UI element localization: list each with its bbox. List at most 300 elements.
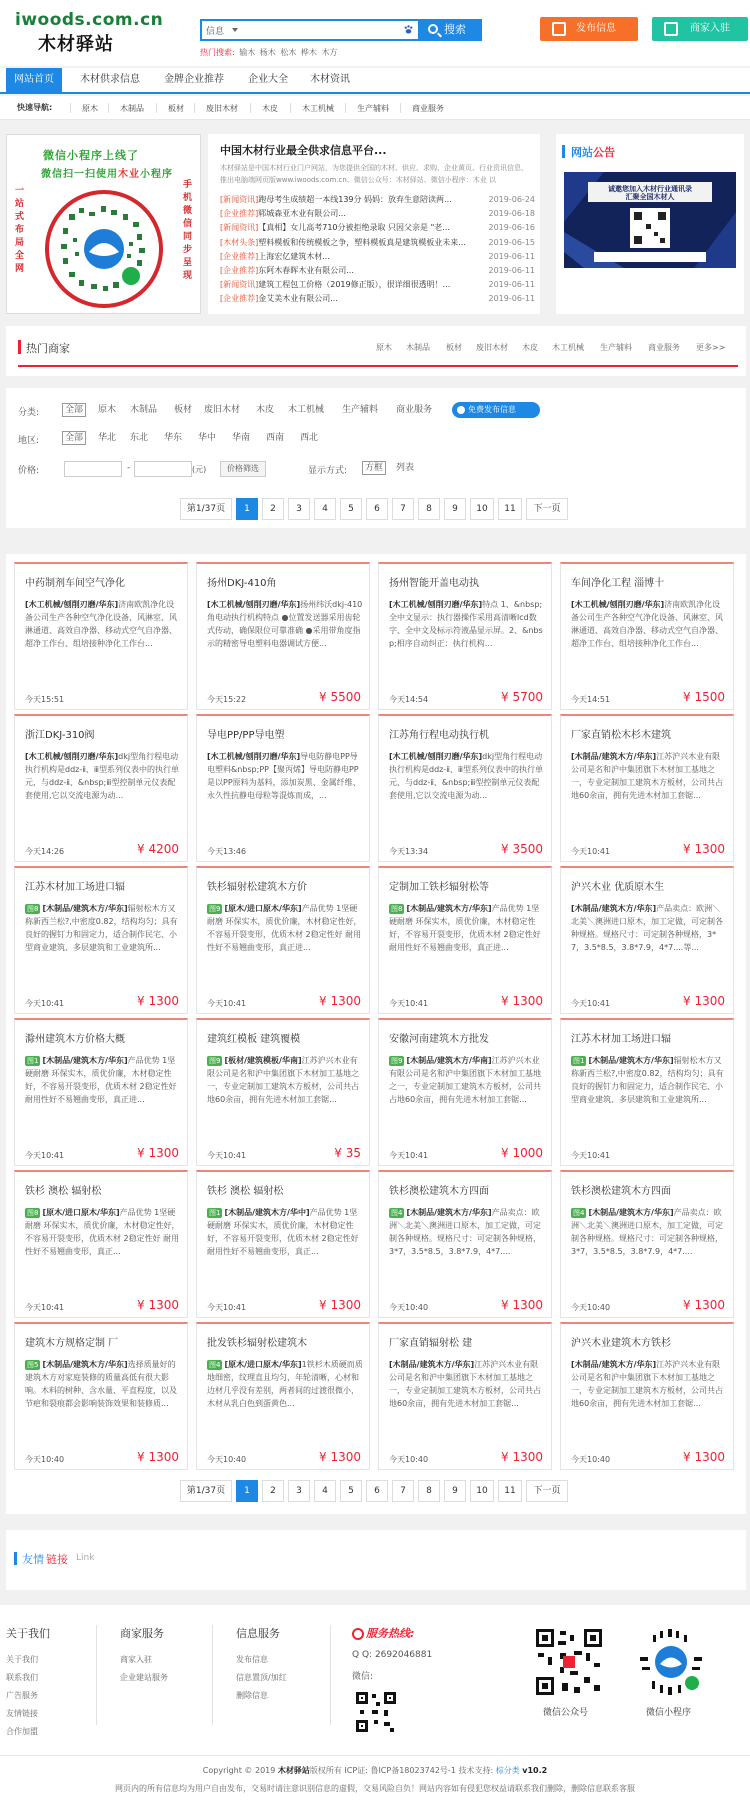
listing-category: [木制品/建筑木方/华东] — [42, 1056, 128, 1065]
publish-info-label: 发布信息 — [576, 23, 616, 34]
divider — [345, 103, 346, 113]
listing-card[interactable] — [196, 1018, 370, 1166]
hot-keyword[interactable]: 输木 — [239, 48, 256, 57]
listing-card[interactable] — [560, 866, 734, 1014]
quick-nav-item[interactable]: 生产辅料 — [357, 104, 389, 113]
category-option[interactable]: 木制品 — [130, 405, 158, 415]
mini-program-promo[interactable] — [6, 134, 201, 314]
news-text[interactable]: 郓城森亚木业有限公司... — [258, 209, 346, 219]
qr-code-icon — [354, 1690, 398, 1734]
logo-domain[interactable]: iwoods.com.cn — [15, 10, 164, 30]
divider — [156, 103, 157, 113]
quick-nav — [0, 96, 750, 120]
listing-title[interactable]: 导电PP/PP导电塑 — [207, 730, 285, 741]
image-count-badge: 图4 — [573, 1209, 585, 1217]
page-button[interactable]: 11 — [498, 1480, 522, 1502]
listing-category: [木制品/建筑木方/华中] — [224, 1208, 310, 1217]
listing-category: [木制品/建筑木方/华东] — [389, 1360, 475, 1369]
region-option[interactable]: 西北 — [300, 433, 319, 443]
listing-description: dkj型角行程电动执行机构是ddz-ⅱ、ⅲ型系列仪表中的执行单元，与ddz-ⅱ、&nbsp;ⅲ型控制单元仪表配套使用,它以交流电源为动... — [389, 752, 543, 800]
news-date: 2019-06-11 — [488, 266, 535, 275]
price-filter-button[interactable]: 价格筛选 — [220, 461, 266, 477]
news-date: 2019-06-11 — [488, 280, 535, 290]
image-count-badge: 图4 — [209, 1361, 221, 1369]
listing-time: 今天10:40 — [571, 1303, 611, 1312]
listing-description: 扬州纬沃dkj-410角电动执行机构特点 ●位置发送器采用齿轮式传动，确保限位可靠准确 ●采用带角度指示的精密导电塑料电器调试方便... — [207, 600, 363, 648]
news-text[interactable]: 上海宏亿建筑木材... — [258, 251, 330, 261]
listing-title[interactable]: 安徽河南建筑木方批发 — [389, 1034, 489, 1045]
listing-title[interactable]: 中药制剂车间空气净化 — [25, 578, 125, 589]
listing-time: 今天13:46 — [207, 847, 247, 856]
news-item[interactable] — [220, 293, 535, 305]
listing-category: [木制品/建筑木方/华东] — [588, 1056, 674, 1065]
listing-category: [木制品/建筑木方/华东] — [42, 904, 128, 913]
news-date: 2019-06-18 — [488, 209, 535, 219]
footer-link[interactable]: 发布信息 — [236, 1655, 268, 1664]
page-button[interactable]: 10 — [470, 498, 494, 520]
nav-home[interactable]: 网站首页 — [6, 68, 62, 92]
category-option[interactable]: 木皮 — [256, 405, 275, 415]
promo-subtitle-highlight: 木业 — [118, 169, 140, 180]
listing-description: 济南欧凯净化设备公司生产各种空气净化设备、风淋室、风淋通道、高效自净器、移动式空气自净器、超净工作台、组培接种净化工作台... — [25, 600, 177, 648]
listing-price: ¥ 1300 — [319, 1298, 361, 1312]
hot-keyword[interactable]: 桦木 — [300, 48, 317, 57]
divider — [330, 1625, 331, 1725]
listing-time: 今天10:41 — [389, 999, 429, 1008]
merchant-join-button[interactable] — [652, 17, 748, 41]
page-button[interactable]: 8 — [418, 498, 440, 520]
listing-card[interactable] — [560, 1322, 734, 1470]
footer-link[interactable]: 删除信息 — [236, 1691, 268, 1700]
tech-support-link[interactable]: 棕分类 — [495, 1766, 520, 1775]
quick-nav-item[interactable]: 木制品 — [120, 104, 144, 113]
news-item[interactable] — [220, 208, 535, 220]
heading-bar — [562, 145, 565, 158]
listing-price: ¥ 1300 — [137, 1450, 179, 1464]
news-date: 2019-06-16 — [488, 223, 535, 233]
footer-info — [236, 1625, 287, 1705]
nav-enterprise-list[interactable]: 企业大全 — [248, 74, 288, 85]
news-text[interactable]: 金艾美木业有限公司... — [258, 294, 338, 304]
hot-search — [200, 47, 337, 58]
quick-nav-label: 快速导航: — [17, 103, 53, 112]
listing-title[interactable]: 定制加工铁杉辐射松等 — [389, 882, 489, 893]
banner-text-line1: 诚邀您加入木材行业通讯录 — [608, 185, 692, 193]
listing-price: ¥ 1300 — [137, 994, 179, 1008]
listing-card[interactable] — [196, 562, 370, 710]
news-date: 2019-06-11 — [488, 251, 535, 261]
image-count-badge: 图8 — [27, 905, 39, 913]
listing-summary — [25, 902, 181, 968]
divider — [194, 103, 195, 113]
listing-title[interactable]: 江苏木材加工场进口辐 — [25, 882, 125, 893]
divider — [108, 103, 109, 113]
hot-merchant-tab[interactable]: 木皮 — [522, 343, 538, 352]
listing-card[interactable] — [560, 1018, 734, 1166]
page-button[interactable]: 3 — [288, 1480, 310, 1502]
listing-description: 导电防静电PP导电塑料&nbsp;PP【聚丙烯】导电防静电PP是以PP原料为基料，添加炭黑、金属纤维、永久性抗静电母粒等混炼而成，... — [207, 752, 361, 800]
qr-pattern-icon — [49, 194, 159, 304]
news-date: 2019-06-11 — [488, 294, 535, 304]
listing-title[interactable]: 江苏木材加工场进口辐 — [571, 1034, 671, 1045]
listing-time: 今天10:40 — [25, 1455, 65, 1464]
display-grid-option[interactable]: 方框 — [362, 461, 386, 475]
news-text[interactable]: 跑母考生成绩超一本线139分 妈妈：放弃生意陪读两... — [258, 195, 452, 204]
main-nav — [0, 68, 750, 94]
listing-description: 济南欧凯净化设备公司生产各种空气净化设备、风淋室、风淋通道、高效自净器、移动式空气自净器、超净工作台、组培接种净化工作台... — [571, 600, 723, 648]
hot-merchant-tab[interactable]: 商业服务 — [648, 343, 680, 352]
free-publish-button[interactable] — [452, 402, 540, 418]
category-option[interactable]: 原木 — [98, 405, 117, 415]
region-option[interactable]: 华东 — [164, 433, 183, 443]
listing-price: ¥ 1500 — [683, 690, 725, 704]
category-option[interactable]: 全部 — [62, 403, 86, 417]
image-count-badge: 图8 — [27, 1209, 39, 1217]
news-item[interactable] — [220, 222, 535, 234]
footer-col-title: 关于我们 — [6, 1627, 50, 1640]
nav-news[interactable]: 木材资讯 — [310, 74, 350, 85]
listing-time: 今天10:41 — [25, 999, 65, 1008]
copyright-pre: Copyright © 2019 — [202, 1766, 276, 1775]
listing-time: 今天10:40 — [389, 1303, 429, 1312]
hot-merchant-tab[interactable]: 废旧木材 — [476, 343, 508, 352]
min-price-input[interactable] — [64, 461, 122, 477]
category-option[interactable]: 板材 — [174, 405, 193, 415]
friend-links — [6, 1530, 746, 1590]
listing-card[interactable] — [378, 1170, 552, 1318]
listing-category: [木制品/建筑木方/华东] — [571, 752, 657, 761]
hot-merchant-tab[interactable]: 木工机械 — [552, 343, 584, 352]
listing-card[interactable] — [196, 866, 370, 1014]
image-count-badge: 图1 — [209, 1209, 221, 1217]
page-button[interactable]: 5 — [340, 498, 362, 520]
listing-category: [木制品/建筑木方/华东] — [588, 1208, 674, 1217]
listing-title[interactable]: 铁杉澳松建筑木方四面 — [571, 1186, 671, 1197]
category-option[interactable]: 商业服务 — [396, 405, 433, 415]
image-count-badge: 图4 — [391, 1209, 403, 1217]
news-panel — [208, 134, 540, 314]
divider — [0, 1755, 750, 1756]
listing-title[interactable]: 厂家直销辐射松 建 — [389, 1338, 473, 1349]
listing-price: ¥ 35 — [334, 1146, 361, 1160]
image-count-badge: 图1 — [573, 1057, 585, 1065]
footer-link[interactable]: 企业建站服务 — [120, 1673, 168, 1682]
mini-program-code-icon — [636, 1627, 706, 1697]
category-option[interactable]: 木工机械 — [288, 405, 325, 415]
listing-description: 产品优势 1坚硬耐磨 环保实木，质优价廉，木材稳定性好，不容易开裂变形，优质木材 2稳定性好 耐用性好不易翘曲变形，真正... — [25, 1208, 180, 1256]
divider — [250, 103, 251, 113]
edit-icon — [552, 22, 566, 36]
listing-description: 辐射松木方又称新西兰松?,中密度0.82，结构均匀；具有良好的握钉力和固定力，适合制作民宅、小型商业建筑、多层建筑和工业建筑所... — [571, 1056, 724, 1104]
search-input[interactable] — [246, 22, 396, 38]
news-item[interactable] — [220, 194, 535, 206]
region-option[interactable]: 华中 — [198, 433, 217, 443]
listing-time: 今天14:51 — [571, 695, 611, 704]
listing-description: 产品优势 1坚硬耐磨 环保实木，质优价廉，木材稳定性好，不容易开裂变形，优质木材 2稳定性好 耐用性好不易翘曲变形，真正... — [207, 1208, 359, 1256]
footer — [0, 1605, 750, 1812]
nav-gold-enterprise[interactable]: 金牌企业推荐 — [164, 74, 224, 85]
listing-summary — [571, 1358, 727, 1424]
news-category: [企业推荐] — [220, 294, 259, 304]
listing-time: 今天15:51 — [25, 695, 65, 704]
category-option[interactable]: 生产辅料 — [342, 405, 379, 415]
page-button[interactable]: 3 — [288, 498, 310, 520]
region-option[interactable]: 西南 — [266, 433, 285, 443]
listing-summary — [207, 1054, 363, 1120]
news-text[interactable]: 建筑工程包工价格（2019修正版），很详细很透明！... — [258, 280, 451, 290]
listing-summary — [207, 902, 363, 968]
page-button[interactable]: 7 — [392, 498, 414, 520]
news-text[interactable]: 【真相】女儿高考710分被拒绝录取 只因父亲是 "老... — [258, 223, 450, 233]
listing-price: ¥ 5500 — [319, 690, 361, 704]
listing-description: 江苏沪兴木业有限公司是名和沪中集团旗下木材加工基地之一，专业定制加工建筑木方板材，公司共占地60余亩，拥有先进木材加工套锯... — [571, 1360, 723, 1408]
search-button[interactable] — [420, 19, 482, 41]
region-option[interactable]: 华北 — [98, 433, 117, 443]
page-button[interactable]: 9 — [444, 498, 466, 520]
listing-price: ¥ 5700 — [501, 690, 543, 704]
listing-grid — [6, 554, 746, 1514]
listing-title[interactable]: 铁杉 澳松 辐射松 — [207, 1186, 284, 1197]
listing-time: 今天10:41 — [207, 1303, 247, 1312]
hot-merchant-tab[interactable]: 板材 — [446, 343, 462, 352]
page-button[interactable]: 4 — [314, 498, 336, 520]
price-unit: (元) — [192, 465, 207, 474]
listing-title[interactable]: 铁杉澳松建筑木方四面 — [389, 1186, 489, 1197]
footer-about — [6, 1625, 50, 1741]
quick-nav-item[interactable]: 板材 — [168, 104, 184, 113]
page-button[interactable]: 5 — [340, 1480, 362, 1502]
listing-price: ¥ 1300 — [319, 1450, 361, 1464]
notice-title-red: 公告 — [593, 146, 615, 159]
footer-merchant — [120, 1625, 168, 1687]
news-description: 木材驿站是中国木材行业门户网站，为您提供全国的木材、供应、求购、企业黄页、行业资讯信息，推出电脑端网页版www.iwoods.com.cn、微信公众号：木材驿站、微信小程序：木业 以 — [220, 164, 528, 184]
listing-summary — [389, 1358, 545, 1424]
listing-time: 今天10:41 — [207, 999, 247, 1008]
listing-card[interactable] — [378, 714, 552, 862]
listing-card[interactable] — [560, 562, 734, 710]
page-info: 第1/37页 — [180, 1480, 232, 1502]
listing-card[interactable] — [378, 1322, 552, 1470]
news-item[interactable] — [220, 265, 535, 277]
listing-title[interactable]: 建筑红模板 建筑覆模 — [207, 1034, 301, 1045]
region-option[interactable]: 华南 — [232, 433, 251, 443]
listing-title[interactable]: 沪兴木业 优质原木生 — [571, 882, 665, 893]
listing-description: 特点 1、&nbsp;全中文显示：执行器操作采用高清晰lcd数字、全中文及标示符液晶显示屏。2、&nbsp;相序自动纠正：执行机构... — [389, 600, 543, 648]
listing-card[interactable] — [14, 562, 188, 710]
listing-time: 今天10:41 — [25, 1151, 65, 1160]
quick-nav-item[interactable]: 原木 — [82, 104, 98, 113]
listing-title[interactable]: 铁杉辐射松建筑木方价 — [207, 882, 307, 893]
listing-description: 产品优势 1坚硬耐磨 环保实木，质优价廉，木材稳定性好，不容易开裂变形，优质木材 2稳定性好 耐用性好不易翘曲变形，真正进... — [207, 904, 362, 952]
news-category: [企业推荐] — [220, 209, 259, 219]
image-count-badge: 图9 — [391, 1057, 403, 1065]
listing-card[interactable] — [14, 866, 188, 1014]
listing-category: [原木/进口原木/华东] — [224, 904, 302, 913]
max-price-input[interactable] — [134, 461, 192, 477]
listing-card[interactable] — [560, 1170, 734, 1318]
search-button-label: 搜索 — [444, 23, 466, 36]
news-category: [企业推荐] — [220, 251, 259, 261]
qq-contact — [352, 1650, 432, 1660]
listing-price: ¥ 1300 — [683, 994, 725, 1008]
service-hotline — [352, 1625, 414, 1641]
listing-summary — [389, 902, 545, 968]
quick-nav-item[interactable]: 木工机械 — [302, 104, 334, 113]
news-item[interactable] — [220, 251, 535, 263]
notice-banner[interactable] — [564, 172, 736, 268]
listing-card[interactable] — [378, 562, 552, 710]
listing-title[interactable]: 建筑木方规格定制 厂 — [25, 1338, 119, 1349]
page-button[interactable]: 9 — [444, 1480, 466, 1502]
listing-card[interactable] — [14, 1018, 188, 1166]
listing-card[interactable] — [14, 1322, 188, 1470]
listing-card[interactable] — [196, 714, 370, 862]
hot-merchants-section — [6, 326, 746, 376]
display-list-option[interactable]: 列表 — [396, 463, 415, 473]
listing-time: 今天10:40 — [389, 1455, 429, 1464]
price-dash: - — [127, 463, 131, 473]
hot-merchant-tab[interactable]: 木制品 — [406, 343, 430, 352]
listing-title[interactable]: 江苏角行程电动执行机 — [389, 730, 489, 741]
listing-title[interactable]: 铁杉 澳松 辐射松 — [25, 1186, 102, 1197]
more-link[interactable]: 更多>> — [696, 343, 726, 352]
hot-merchant-tab[interactable]: 原木 — [376, 343, 392, 352]
quick-nav-item[interactable]: 商业服务 — [412, 104, 444, 113]
listing-time: 今天10:41 — [571, 847, 611, 856]
hot-merchant-tab[interactable]: 生产辅料 — [600, 343, 632, 352]
quick-nav-item[interactable]: 木皮 — [262, 104, 278, 113]
hot-keyword[interactable]: 杨木 — [259, 48, 276, 57]
listing-category: [木工机械/刨削刃磨/华东] — [25, 600, 119, 609]
page-button[interactable]: 7 — [392, 1480, 414, 1502]
page-button[interactable]: 2 — [262, 498, 284, 520]
free-publish-label: 免费发布信息 — [468, 405, 516, 414]
listing-description: 产品卖点：欧洲＼北美＼澳洲进口原木，加工定做，可定制各种规格。规格尺寸：可定制各种规格，3*7，3.5*8.5，3.8*7.9，4*7.... — [571, 1208, 723, 1256]
footer-link[interactable]: 关于我们 — [6, 1655, 38, 1664]
listing-card[interactable] — [378, 866, 552, 1014]
page-button[interactable]: 11 — [498, 498, 522, 520]
page-button[interactable]: 1 — [236, 1480, 258, 1502]
region-option[interactable]: 东北 — [130, 433, 149, 443]
news-item[interactable] — [220, 237, 535, 249]
paw-icon[interactable] — [403, 24, 414, 35]
listing-title[interactable]: 批发铁杉辐射松建筑木 — [207, 1338, 307, 1349]
news-headline[interactable]: 中国木材行业最全供求信息平台... — [220, 144, 387, 157]
pagination-bottom — [180, 1480, 580, 1502]
listing-title[interactable]: 沪兴木业建筑木方铁杉 — [571, 1338, 671, 1349]
next-page-button[interactable]: 下一页 — [526, 498, 568, 520]
hot-keyword[interactable]: 松木 — [280, 48, 297, 57]
image-count-badge: 图9 — [209, 905, 221, 913]
listing-title[interactable]: 厂家直销松木杉木建筑 — [571, 730, 671, 741]
page-button[interactable]: 1 — [236, 498, 258, 520]
listing-price: ¥ 1300 — [501, 994, 543, 1008]
qq-number[interactable]: 2692046881 — [374, 1650, 433, 1660]
category-label: 分类: — [18, 408, 40, 418]
footer-link[interactable]: 友情链接 — [6, 1709, 38, 1718]
news-category: [企业推荐] — [220, 266, 259, 275]
image-count-badge: 图9 — [209, 1057, 221, 1065]
notice-title-blue: 网站 — [571, 146, 593, 159]
footer-link[interactable]: 信息置顶/加红 — [236, 1673, 287, 1682]
chevron-down-icon[interactable] — [232, 28, 238, 32]
listing-time: 今天10:41 — [571, 999, 611, 1008]
banner-text-line2: 汇聚全国木材人 — [625, 193, 675, 201]
divider — [290, 103, 291, 113]
listing-price: ¥ 1300 — [683, 842, 725, 856]
listing-description: 1铁杉木质硬而质地细密，纹理直且均匀，年轮清晰，心材和边材几乎没有差别，两者间的过渡很微小，木材从乳白色到蛋黄色... — [207, 1360, 363, 1408]
copyright-site: 木材驿站 — [277, 1766, 310, 1775]
hot-keyword[interactable]: 木方 — [321, 48, 338, 57]
image-count-badge: 图8 — [391, 905, 403, 913]
copyright-mid: 版权所有 ICP证: 鲁ICP备18023742号-1 技术支持: — [309, 1766, 494, 1775]
publish-info-button[interactable] — [540, 17, 638, 41]
quick-nav-item[interactable]: 废旧木材 — [206, 104, 238, 113]
promo-subtitle-pre: 微信扫一扫使用 — [41, 169, 118, 180]
footer-link[interactable]: 合作加盟 — [6, 1727, 38, 1736]
page-button[interactable]: 2 — [262, 1480, 284, 1502]
next-page-button[interactable]: 下一页 — [526, 1480, 568, 1502]
pagination-top — [180, 498, 580, 520]
listing-summary — [207, 750, 363, 816]
news-text[interactable]: 塑料模板和传统模板之争，塑料模板真是建筑模板业未来... — [258, 237, 466, 247]
listing-title[interactable]: 浙江DKJ-310阀 — [25, 730, 95, 741]
notice-heading — [562, 144, 615, 160]
footer-col-title: 信息服务 — [236, 1627, 280, 1640]
page-button[interactable]: 6 — [366, 498, 388, 520]
phone-icon — [352, 1628, 364, 1640]
listing-category: [木工机械/刨削刃磨/华东] — [25, 752, 119, 761]
listing-time: 今天10:40 — [571, 1455, 611, 1464]
news-text[interactable]: 东阿木春晖木业有限公司... — [258, 266, 354, 275]
listing-card[interactable] — [378, 1018, 552, 1166]
listing-card[interactable] — [560, 714, 734, 862]
listing-title[interactable]: 车间净化工程 淄博十 — [571, 578, 665, 589]
listing-summary — [25, 1206, 181, 1272]
page-button[interactable]: 8 — [418, 1480, 440, 1502]
qq-label: Q Q: — [352, 1650, 373, 1660]
nav-supply[interactable]: 木材供求信息 — [80, 74, 140, 85]
news-item[interactable] — [220, 279, 535, 291]
page-button[interactable]: 10 — [470, 1480, 494, 1502]
listing-price: ¥ 1300 — [501, 1298, 543, 1312]
listing-card[interactable] — [196, 1170, 370, 1318]
listing-summary — [25, 750, 181, 816]
category-option[interactable]: 废旧木材 — [204, 405, 241, 415]
listing-time: 今天10:41 — [389, 1151, 429, 1160]
page-button[interactable]: 4 — [314, 1480, 336, 1502]
footer-link[interactable]: 广告服务 — [6, 1691, 38, 1700]
listing-category: [木工机械/刨削刃磨/华东] — [207, 600, 301, 609]
listing-description: 产品优势 1坚硬耐磨 环保实木，质优价廉，木材稳定性好，不容易开裂变形，优质木材 2稳定性好 耐用性好不易翘曲变形，真正进... — [389, 904, 541, 952]
listing-title[interactable]: 滁州建筑木方价格大概 — [25, 1034, 125, 1045]
footer-link[interactable]: 商家入驻 — [120, 1655, 152, 1664]
listing-price: ¥ 1300 — [683, 1450, 725, 1464]
search-category-select[interactable]: 信息 — [206, 27, 225, 37]
mini-program-qr-code — [45, 190, 163, 308]
logo-title[interactable]: 木材驿站 — [38, 34, 114, 55]
page-button[interactable]: 6 — [366, 1480, 388, 1502]
footer-link[interactable]: 联系我们 — [6, 1673, 38, 1682]
listing-card[interactable] — [14, 1170, 188, 1318]
region-label: 地区: — [18, 436, 40, 446]
listing-title[interactable]: 扬州DKJ-410角 — [207, 578, 277, 589]
region-option[interactable]: 全部 — [62, 431, 86, 445]
listing-title[interactable]: 扬州智能开盖电动执 — [389, 578, 479, 589]
listing-card[interactable] — [196, 1322, 370, 1470]
listing-card[interactable] — [14, 714, 188, 862]
promo-left-slogan: 一站式布局全网 — [15, 186, 25, 274]
